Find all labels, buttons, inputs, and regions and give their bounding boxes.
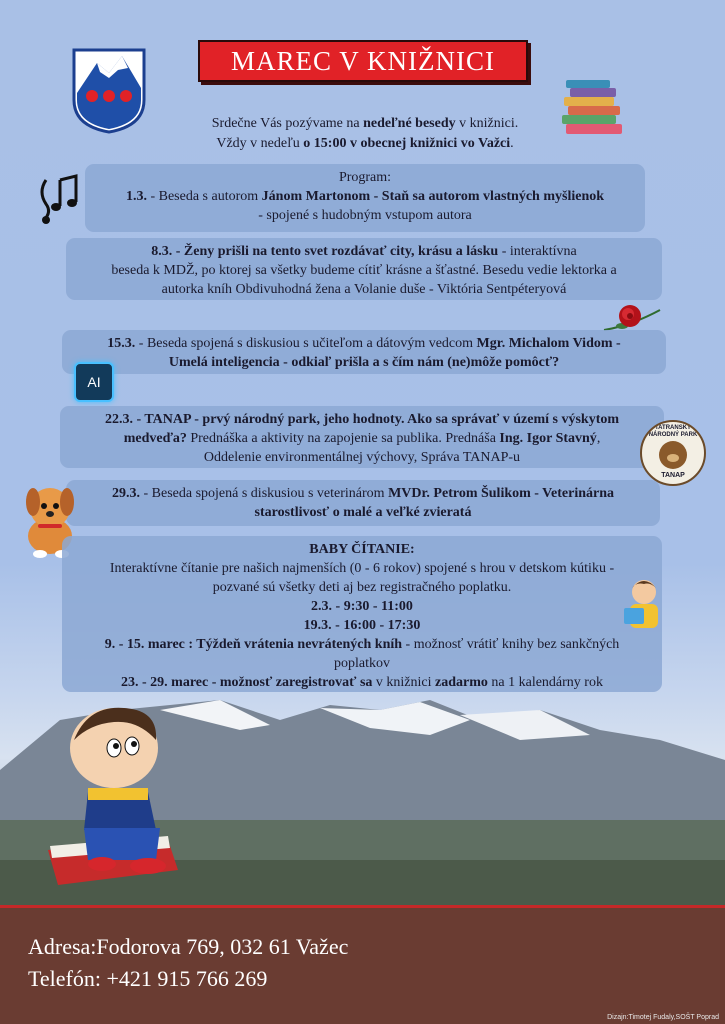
baby-heading: [70, 540, 654, 559]
registration-line: [70, 673, 654, 692]
intro-line-2: [175, 134, 555, 154]
intro-text: Srdečne Vás pozývame na: [211, 116, 364, 131]
event-bold: Umelá inteligencia - odkiaľ prišla a s čím nám (ne)môže pomôcť?: [168, 355, 560, 370]
event-bold: starostlivosť o malé a veľké zvieratá: [254, 505, 472, 520]
baby-time-2: [70, 616, 654, 635]
intro-text: .: [510, 136, 514, 151]
registration-text: v knižnici: [372, 675, 435, 690]
footer-band: [0, 905, 725, 1024]
event-text: - Beseda spojená s diskusiou s veterinárom: [140, 486, 389, 501]
event-1-line-2: - spojené s hudobným vstupom autora: [258, 208, 472, 223]
event-text: Prednáška a aktivity na zapojenie sa publika. Prednáša: [186, 431, 500, 446]
event-text: ,: [596, 431, 601, 446]
event-4-line-2: [68, 429, 656, 448]
return-week-line: [70, 635, 654, 654]
intro-bold: o 15:00 v obecnej knižnici vo Važci: [303, 136, 511, 151]
event-5-line-1: [74, 484, 652, 503]
baby-reading-panel: [62, 536, 662, 692]
program-panel: [85, 164, 645, 232]
tanap-badge-bottom: TANAP: [661, 472, 685, 479]
cartoon-boy-icon: [28, 700, 198, 900]
music-note-icon: [36, 172, 82, 228]
event-date: 1.3.: [125, 189, 147, 204]
event-4-line-1: [68, 410, 656, 429]
event-bold: Ing. Igor Stavný: [499, 431, 597, 446]
event-2-line-1: [74, 242, 654, 261]
title-banner: [198, 40, 528, 82]
baby-time-1: [70, 597, 654, 616]
event-bold: MVDr. Petrom Šulikom - Veterinárna: [388, 486, 614, 501]
program-heading: Program:: [338, 170, 392, 185]
event-bold: 22.3. - TANAP - prvý národný park, jeho hodnoty. Ako sa správať v území s výskytom: [104, 412, 620, 427]
event-2-line-2: beseda k MDŽ, po ktorej sa všetky budeme cítiť krásne a šťastné. Besedu vedie lektorka a: [111, 263, 617, 278]
return-week-line-2: poplatkov: [334, 656, 390, 671]
event-5-panel: [66, 480, 660, 526]
book-stack-icon: [560, 74, 626, 138]
baby-time: 2.3. - 9:30 - 11:00: [311, 599, 413, 614]
registration-bold: zadarmo: [435, 675, 488, 690]
event-2-panel: [66, 238, 662, 300]
baby-time: 19.3. - 16:00 - 17:30: [303, 618, 421, 633]
event-bold: Mgr. Michalom Vidom -: [476, 336, 621, 351]
event-3-line-2: [70, 353, 658, 372]
event-date: 15.3.: [107, 336, 136, 351]
event-text: - Beseda spojená s diskusiou s učiteľom a dátovým vedcom: [135, 336, 477, 351]
event-5-line-2: [74, 503, 652, 522]
event-4-line-3: Oddelenie environmentálnej výchovy, Správa TANAP-u: [203, 450, 521, 465]
ai-chip-icon: [74, 362, 114, 402]
reading-child-icon: [620, 576, 664, 634]
village-crest-icon: [72, 48, 146, 134]
event-4-panel: [60, 406, 664, 468]
return-week-bold: 9. - 15. marec : Týždeň vrátenia nevrátených kníh: [104, 637, 403, 652]
event-bold: Jánom Martonom - Staň sa autorom vlastných myšlienok: [261, 189, 605, 204]
baby-heading-text: BABY ČÍTANIE:: [309, 542, 415, 557]
design-credit: Dizajn:Timotej Fudaly,SOŠT Poprad: [607, 1014, 719, 1021]
event-date: 29.3.: [112, 486, 140, 501]
event-1: [93, 187, 637, 206]
intro-text: v knižnici.: [455, 116, 519, 131]
event-3-line-1: [70, 334, 658, 353]
tanap-logo-icon: [640, 420, 706, 486]
event-2-line-3: autorka kníh Obdivuhodná žena a Volanie duše - Viktória Sentpéteryová: [161, 282, 567, 297]
registration-bold: 23. - 29. marec - možnosť zaregistrovať sa: [121, 675, 373, 690]
ai-chip-label: AI: [87, 374, 101, 390]
intro-text: Vždy v nedeľu: [216, 136, 304, 151]
event-bold: 8.3. - Ženy prišli na tento svet rozdávať city, krásu a lásku: [151, 244, 499, 259]
return-week-text: - možnosť vrátiť knihy bez sankčných: [402, 637, 620, 652]
footer-phone: Telefón: +421 915 766 269: [28, 966, 268, 991]
baby-line-1: Interaktívne čítanie pre našich najmenších (0 - 6 rokov) spojené s hrou v detskom kútiku -: [109, 561, 615, 576]
tanap-badge-top: TATRANSKÝ NÁRODNÝ PARK: [648, 425, 698, 438]
intro-line-1: [175, 114, 555, 134]
event-text: - interaktívna: [498, 244, 577, 259]
event-bold: medveďa?: [123, 431, 187, 446]
page-title: MAREC V KNIŽNICI: [230, 45, 495, 76]
registration-text: na 1 kalendárny rok: [487, 675, 603, 690]
event-text: - Beseda s autorom: [146, 189, 262, 204]
event-3-panel: [62, 330, 666, 374]
baby-line-2: pozvané sú všetky deti aj bez registračného poplatku.: [212, 580, 512, 595]
footer-address: Adresa:Fodorova 769, 032 61 Važec: [28, 934, 349, 959]
intro-bold: nedeľné besedy: [363, 116, 456, 131]
